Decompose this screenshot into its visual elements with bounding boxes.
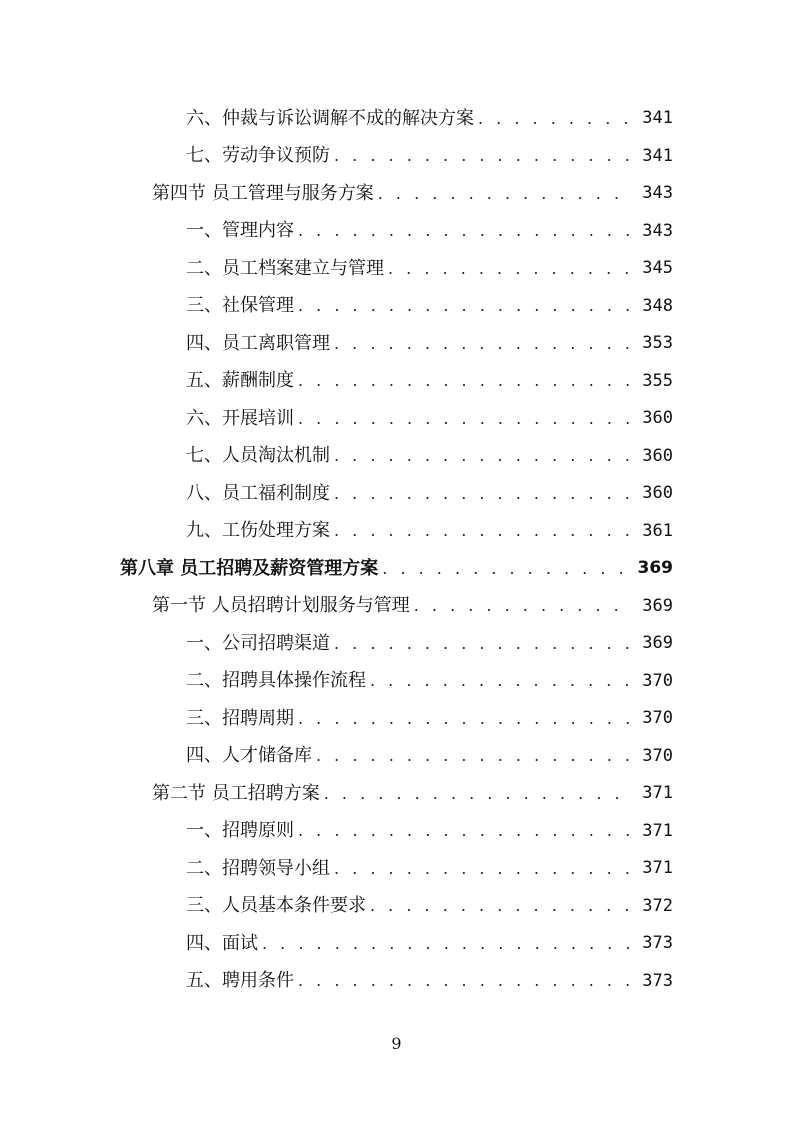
toc-entry-title: 四、员工离职管理 xyxy=(186,332,330,354)
toc-entry-title: 三、人员基本条件要求 xyxy=(186,895,366,917)
toc-entry-page: 360 xyxy=(642,483,673,504)
toc-entry[interactable] xyxy=(0,250,793,288)
toc-entry[interactable] xyxy=(0,700,793,738)
toc-entry-title: 第四节 员工管理与服务方案 xyxy=(152,182,374,204)
toc-entry[interactable] xyxy=(0,138,793,176)
dot-leader xyxy=(298,711,633,727)
dot-leader xyxy=(334,523,633,539)
table-of-contents xyxy=(0,100,793,1000)
dot-leader xyxy=(334,448,633,464)
toc-entry-title: 三、招聘周期 xyxy=(186,707,294,729)
toc-chapter-entry[interactable] xyxy=(0,550,793,588)
dot-leader xyxy=(334,636,633,652)
toc-entry[interactable] xyxy=(0,813,793,851)
toc-section-entry[interactable] xyxy=(0,588,793,626)
toc-entry[interactable] xyxy=(0,475,793,513)
toc-entry-title: 二、员工档案建立与管理 xyxy=(186,257,384,279)
toc-entry-title: 四、人才储备库 xyxy=(186,745,312,767)
toc-entry-title: 五、聘用条件 xyxy=(186,970,294,992)
dot-leader xyxy=(334,336,633,352)
dot-leader xyxy=(334,148,633,164)
toc-entry[interactable] xyxy=(0,400,793,438)
toc-entry[interactable] xyxy=(0,888,793,926)
toc-entry-title: 三、社保管理 xyxy=(186,295,294,317)
toc-entry[interactable] xyxy=(0,325,793,363)
toc-entry-page: 370 xyxy=(642,745,673,766)
toc-entry-page: 370 xyxy=(642,708,673,729)
toc-entry[interactable] xyxy=(0,363,793,401)
toc-section-entry[interactable] xyxy=(0,175,793,213)
toc-entry-title: 八、员工福利制度 xyxy=(186,482,330,504)
toc-entry-title: 一、公司招聘渠道 xyxy=(186,632,330,654)
dot-leader xyxy=(388,261,633,277)
dot-leader xyxy=(298,298,633,314)
dot-leader xyxy=(382,561,633,577)
toc-entry-page: 369 xyxy=(642,633,673,654)
toc-entry-page: 371 xyxy=(642,820,673,841)
toc-entry[interactable] xyxy=(0,850,793,888)
toc-entry-page: 341 xyxy=(642,108,673,129)
toc-entry-page: 343 xyxy=(642,220,673,241)
toc-entry-page: 348 xyxy=(642,295,673,316)
toc-entry-title: 一、招聘原则 xyxy=(186,820,294,842)
toc-entry-title: 第一节 人员招聘计划服务与管理 xyxy=(152,595,410,617)
toc-entry-title: 二、招聘具体操作流程 xyxy=(186,670,366,692)
dot-leader xyxy=(378,186,633,202)
dot-leader xyxy=(262,936,633,952)
toc-entry-title: 五、薪酬制度 xyxy=(186,370,294,392)
toc-entry-page: 360 xyxy=(642,445,673,466)
dot-leader xyxy=(414,598,633,614)
toc-entry[interactable] xyxy=(0,213,793,251)
toc-entry-page: 373 xyxy=(642,970,673,991)
toc-entry-page: 361 xyxy=(642,520,673,541)
toc-entry-page: 355 xyxy=(642,370,673,391)
toc-entry-title: 六、开展培训 xyxy=(186,407,294,429)
toc-section-entry[interactable] xyxy=(0,775,793,813)
toc-entry[interactable] xyxy=(0,738,793,776)
toc-entry-title: 第二节 员工招聘方案 xyxy=(152,782,320,804)
toc-entry[interactable] xyxy=(0,663,793,701)
dot-leader xyxy=(298,223,633,239)
toc-entry[interactable] xyxy=(0,288,793,326)
toc-entry[interactable] xyxy=(0,625,793,663)
toc-entry-title: 六、仲裁与诉讼调解不成的解决方案 xyxy=(186,107,474,129)
dot-leader xyxy=(298,373,633,389)
toc-entry-page: 353 xyxy=(642,333,673,354)
toc-entry-title: 九、工伤处理方案 xyxy=(186,520,330,542)
toc-entry-page: 341 xyxy=(642,145,673,166)
toc-entry-page: 371 xyxy=(642,783,673,804)
toc-entry[interactable] xyxy=(0,963,793,1001)
toc-entry[interactable] xyxy=(0,513,793,551)
toc-entry-title: 第八章 员工招聘及薪资管理方案 xyxy=(120,557,379,579)
toc-entry-title: 七、劳动争议预防 xyxy=(186,145,330,167)
toc-entry-page: 372 xyxy=(642,895,673,916)
dot-leader xyxy=(334,486,633,502)
toc-entry-page: 343 xyxy=(642,183,673,204)
dot-leader xyxy=(478,111,633,127)
toc-entry[interactable] xyxy=(0,100,793,138)
dot-leader xyxy=(298,823,633,839)
toc-entry-page: 373 xyxy=(642,933,673,954)
toc-entry-page: 371 xyxy=(642,858,673,879)
dot-leader xyxy=(298,973,633,989)
toc-entry[interactable] xyxy=(0,925,793,963)
dot-leader xyxy=(370,898,633,914)
toc-entry-title: 二、招聘领导小组 xyxy=(186,857,330,879)
dot-leader xyxy=(370,673,633,689)
toc-entry-title: 四、面试 xyxy=(186,932,258,954)
toc-entry[interactable] xyxy=(0,438,793,476)
dot-leader xyxy=(324,786,633,802)
toc-entry-page: 360 xyxy=(642,408,673,429)
dot-leader xyxy=(316,748,633,764)
toc-entry-page: 369 xyxy=(642,595,673,616)
toc-entry-page: 369 xyxy=(637,558,673,579)
page-number: 9 xyxy=(391,1034,402,1053)
toc-entry-title: 七、人员淘汰机制 xyxy=(186,445,330,467)
toc-entry-page: 370 xyxy=(642,670,673,691)
toc-entry-title: 一、管理内容 xyxy=(186,220,294,242)
toc-entry-page: 345 xyxy=(642,258,673,279)
dot-leader xyxy=(298,411,633,427)
dot-leader xyxy=(334,861,633,877)
